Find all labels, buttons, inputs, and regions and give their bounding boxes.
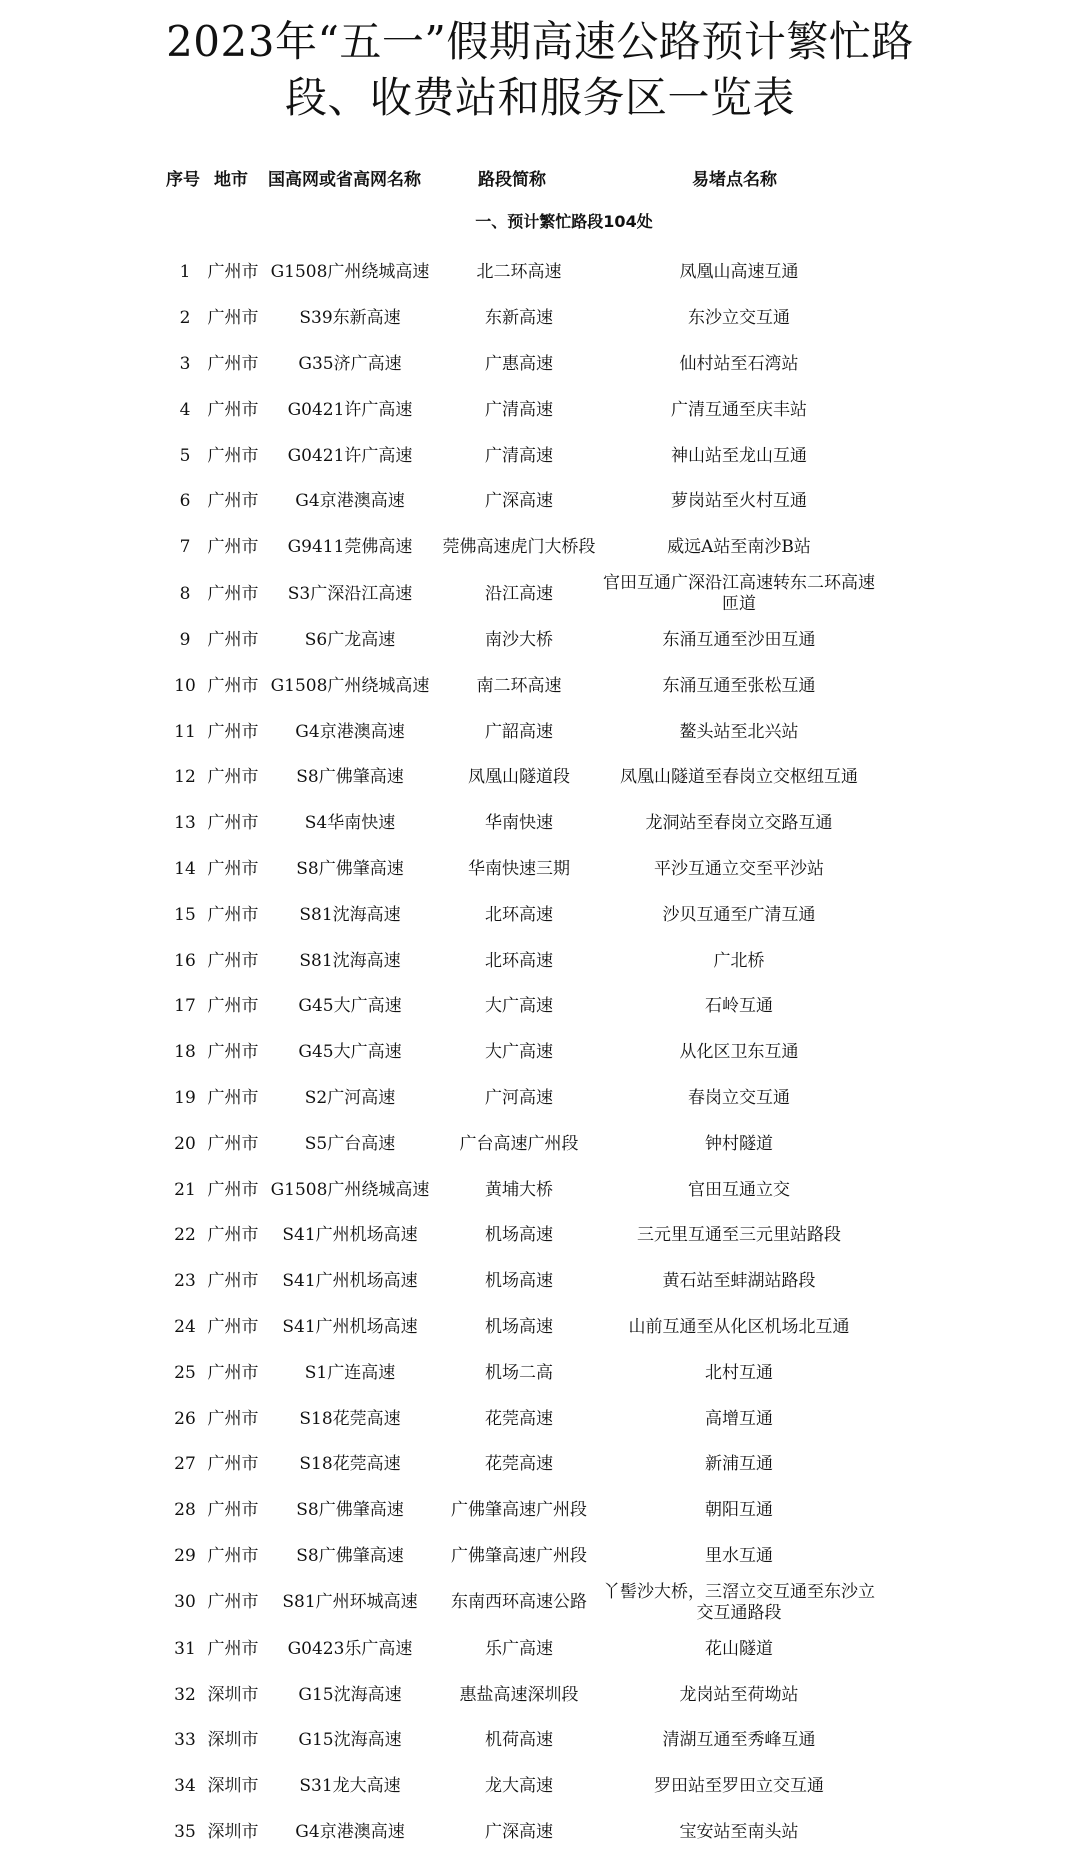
table-row: [0, 1305, 1080, 1351]
row-network: S5广台高速: [264, 1121, 436, 1167]
row-number: 10: [170, 663, 200, 709]
row-city: 广州市: [202, 1121, 264, 1167]
table-row: [0, 250, 1080, 296]
row-city: 深圳市: [202, 1810, 264, 1855]
table-row: [0, 1350, 1080, 1396]
row-city: 广州市: [202, 342, 264, 388]
row-point: 东涌互通至沙田互通: [600, 618, 878, 664]
row-number: 5: [170, 433, 200, 479]
row-number: 12: [170, 755, 200, 801]
table-row: [0, 296, 1080, 342]
document-title: [0, 14, 1080, 126]
row-section: 龙大高速: [436, 1764, 602, 1810]
row-section: 华南快速三期: [436, 847, 602, 893]
row-point: 清湖互通至秀峰互通: [600, 1718, 878, 1764]
column-header-city: 地市: [214, 168, 248, 192]
row-city: 广州市: [202, 1350, 264, 1396]
row-number: 3: [170, 342, 200, 388]
row-point: 官田互通广深沿江高速转东二环高速匝道: [600, 571, 878, 618]
row-network: S6广龙高速: [264, 618, 436, 664]
row-city: 广州市: [202, 801, 264, 847]
row-network: S1广连高速: [264, 1350, 436, 1396]
row-number: 8: [170, 571, 200, 618]
row-section: 机场二高: [436, 1350, 602, 1396]
row-network: S18花莞高速: [264, 1442, 436, 1488]
row-number: 17: [170, 984, 200, 1030]
table-row: [0, 1121, 1080, 1167]
row-number: 7: [170, 525, 200, 571]
row-network: S39东新高速: [264, 296, 436, 342]
row-city: 广州市: [202, 433, 264, 479]
row-section: 乐广高速: [436, 1626, 602, 1672]
row-section: 沿江高速: [436, 571, 602, 618]
row-city: 广州市: [202, 571, 264, 618]
row-point: 山前互通至从化区机场北互通: [600, 1305, 878, 1351]
row-point: 朝阳互通: [600, 1488, 878, 1534]
row-network: S41广州机场高速: [264, 1213, 436, 1259]
row-number: 28: [170, 1488, 200, 1534]
row-city: 广州市: [202, 1213, 264, 1259]
row-point: 广北桥: [600, 938, 878, 984]
row-city: 广州市: [202, 1488, 264, 1534]
row-network: G4京港澳高速: [264, 709, 436, 755]
row-number: 34: [170, 1764, 200, 1810]
row-point: 钟村隧道: [600, 1121, 878, 1167]
row-section: 莞佛高速虎门大桥段: [436, 525, 602, 571]
row-section: 惠盐高速深圳段: [436, 1672, 602, 1718]
row-number: 31: [170, 1626, 200, 1672]
row-city: 广州市: [202, 1076, 264, 1122]
row-network: S41广州机场高速: [264, 1305, 436, 1351]
table-row: [0, 1167, 1080, 1213]
row-section: 广韶高速: [436, 709, 602, 755]
column-header-network: 国高网或省高网名称: [268, 168, 421, 192]
row-network: G0421许广高速: [264, 433, 436, 479]
row-city: 广州市: [202, 1259, 264, 1305]
row-point: 广清互通至庆丰站: [600, 387, 878, 433]
table-row: [0, 1810, 1080, 1855]
row-city: 广州市: [202, 709, 264, 755]
row-point: 新浦互通: [600, 1442, 878, 1488]
row-section: 广惠高速: [436, 342, 602, 388]
table-row: [0, 755, 1080, 801]
table-row: [0, 1764, 1080, 1810]
row-city: 广州市: [202, 525, 264, 571]
row-point: 东涌互通至张松互通: [600, 663, 878, 709]
row-number: 32: [170, 1672, 200, 1718]
table-row: [0, 1030, 1080, 1076]
table-row: [0, 984, 1080, 1030]
row-number: 30: [170, 1579, 200, 1626]
row-section: 大广高速: [436, 984, 602, 1030]
table-row: [0, 342, 1080, 388]
row-section: 广河高速: [436, 1076, 602, 1122]
row-section: 广深高速: [436, 479, 602, 525]
row-network: G45大广高速: [264, 984, 436, 1030]
table-row: [0, 618, 1080, 664]
row-point: 丫髻沙大桥，三滘立交互通至东沙立交互通路段: [600, 1579, 878, 1626]
row-point: 神山站至龙山互通: [600, 433, 878, 479]
row-network: G0421许广高速: [264, 387, 436, 433]
table-row: [0, 479, 1080, 525]
row-network: S18花莞高速: [264, 1396, 436, 1442]
row-section: 花莞高速: [436, 1442, 602, 1488]
row-number: 24: [170, 1305, 200, 1351]
row-section: 机场高速: [436, 1213, 602, 1259]
row-city: 广州市: [202, 984, 264, 1030]
row-number: 9: [170, 618, 200, 664]
table-row: [0, 433, 1080, 479]
row-point: 三元里互通至三元里站路段: [600, 1213, 878, 1259]
row-network: G15沈海高速: [264, 1672, 436, 1718]
row-number: 6: [170, 479, 200, 525]
row-number: 20: [170, 1121, 200, 1167]
document-title-line-1: 2023年“五一”假期高速公路预计繁忙路: [0, 14, 1080, 70]
table-row: [0, 1213, 1080, 1259]
row-network: G45大广高速: [264, 1030, 436, 1076]
section-title: 一、预计繁忙路段104处: [0, 210, 1080, 234]
row-city: 广州市: [202, 938, 264, 984]
row-number: 19: [170, 1076, 200, 1122]
row-point: 龙洞站至春岗立交路互通: [600, 801, 878, 847]
row-city: 广州市: [202, 1579, 264, 1626]
row-network: S3广深沿江高速: [264, 571, 436, 618]
table-row: [0, 1626, 1080, 1672]
row-point: 沙贝互通至广清互通: [600, 892, 878, 938]
row-section: 机场高速: [436, 1305, 602, 1351]
row-point: 凤凰山隧道至春岗立交枢纽互通: [600, 755, 878, 801]
row-point: 龙岗站至荷坳站: [600, 1672, 878, 1718]
row-network: G0423乐广高速: [264, 1626, 436, 1672]
column-header-section: 路段简称: [478, 168, 546, 192]
row-section: 南二环高速: [436, 663, 602, 709]
row-number: 35: [170, 1810, 200, 1855]
row-network: G4京港澳高速: [264, 479, 436, 525]
row-city: 广州市: [202, 1167, 264, 1213]
row-city: 广州市: [202, 847, 264, 893]
table-row: [0, 1534, 1080, 1580]
row-point: 仙村站至石湾站: [600, 342, 878, 388]
row-number: 15: [170, 892, 200, 938]
row-section: 广佛肇高速广州段: [436, 1488, 602, 1534]
row-city: 广州市: [202, 387, 264, 433]
table-row: [0, 1488, 1080, 1534]
row-number: 16: [170, 938, 200, 984]
row-city: 广州市: [202, 1626, 264, 1672]
row-section: 东南西环高速公路: [436, 1579, 602, 1626]
row-point: 里水互通: [600, 1534, 878, 1580]
row-network: S31龙大高速: [264, 1764, 436, 1810]
row-network: G1508广州绕城高速: [264, 663, 436, 709]
row-network: G15沈海高速: [264, 1718, 436, 1764]
row-section: 大广高速: [436, 1030, 602, 1076]
row-network: G1508广州绕城高速: [264, 1167, 436, 1213]
table-row: [0, 525, 1080, 571]
row-section: 广清高速: [436, 433, 602, 479]
row-point: 宝安站至南头站: [600, 1810, 878, 1855]
row-point: 东沙立交互通: [600, 296, 878, 342]
row-section: 广深高速: [436, 1810, 602, 1855]
row-city: 广州市: [202, 250, 264, 296]
row-section: 花莞高速: [436, 1396, 602, 1442]
row-network: S8广佛肇高速: [264, 1534, 436, 1580]
row-number: 26: [170, 1396, 200, 1442]
row-number: 21: [170, 1167, 200, 1213]
row-section: 东新高速: [436, 296, 602, 342]
row-section: 华南快速: [436, 801, 602, 847]
row-city: 广州市: [202, 1396, 264, 1442]
row-city: 广州市: [202, 1534, 264, 1580]
row-section: 北环高速: [436, 892, 602, 938]
table-row: [0, 1442, 1080, 1488]
row-point: 凤凰山高速互通: [600, 250, 878, 296]
table-row: [0, 801, 1080, 847]
row-point: 高增互通: [600, 1396, 878, 1442]
table-row: [0, 1672, 1080, 1718]
row-city: 广州市: [202, 1305, 264, 1351]
column-header-seq: 序号: [166, 168, 200, 192]
row-point: 鳌头站至北兴站: [600, 709, 878, 755]
row-section: 广台高速广州段: [436, 1121, 602, 1167]
row-number: 23: [170, 1259, 200, 1305]
row-network: S2广河高速: [264, 1076, 436, 1122]
row-network: G4京港澳高速: [264, 1810, 436, 1855]
row-number: 33: [170, 1718, 200, 1764]
table-row: [0, 709, 1080, 755]
row-number: 4: [170, 387, 200, 433]
row-number: 11: [170, 709, 200, 755]
row-network: G35济广高速: [264, 342, 436, 388]
table-row: [0, 1396, 1080, 1442]
table-row: [0, 1076, 1080, 1122]
row-number: 25: [170, 1350, 200, 1396]
row-number: 1: [170, 250, 200, 296]
row-point: 北村互通: [600, 1350, 878, 1396]
table-row: [0, 847, 1080, 893]
row-city: 广州市: [202, 663, 264, 709]
table-row: [0, 663, 1080, 709]
document-title-line-2: 段、收费站和服务区一览表: [0, 70, 1080, 126]
row-section: 北二环高速: [436, 250, 602, 296]
row-point: 黄石站至蚌湖站路段: [600, 1259, 878, 1305]
row-network: S81沈海高速: [264, 892, 436, 938]
row-city: 广州市: [202, 892, 264, 938]
row-point: 花山隧道: [600, 1626, 878, 1672]
row-point: 萝岗站至火村互通: [600, 479, 878, 525]
column-header-point: 易堵点名称: [692, 168, 777, 192]
row-number: 29: [170, 1534, 200, 1580]
row-city: 广州市: [202, 1442, 264, 1488]
row-network: S8广佛肇高速: [264, 755, 436, 801]
row-point: 官田互通立交: [600, 1167, 878, 1213]
row-point: 平沙互通立交至平沙站: [600, 847, 878, 893]
row-network: G9411莞佛高速: [264, 525, 436, 571]
row-section: 黄埔大桥: [436, 1167, 602, 1213]
row-city: 广州市: [202, 1030, 264, 1076]
row-number: 13: [170, 801, 200, 847]
table-row: [0, 892, 1080, 938]
row-section: 机荷高速: [436, 1718, 602, 1764]
row-section: 南沙大桥: [436, 618, 602, 664]
row-city: 深圳市: [202, 1764, 264, 1810]
row-point: 罗田站至罗田立交互通: [600, 1764, 878, 1810]
row-city: 广州市: [202, 296, 264, 342]
row-point: 威远A站至南沙B站: [600, 525, 878, 571]
row-section: 机场高速: [436, 1259, 602, 1305]
row-section: 广佛肇高速广州段: [436, 1534, 602, 1580]
table-row: [0, 387, 1080, 433]
row-network: S41广州机场高速: [264, 1259, 436, 1305]
row-number: 18: [170, 1030, 200, 1076]
table-body: [0, 250, 1080, 1855]
row-point: 石岭互通: [600, 984, 878, 1030]
row-number: 27: [170, 1442, 200, 1488]
row-network: S81广州环城高速: [264, 1579, 436, 1626]
row-section: 凤凰山隧道段: [436, 755, 602, 801]
row-section: 广清高速: [436, 387, 602, 433]
row-point: 春岗立交互通: [600, 1076, 878, 1122]
row-number: 2: [170, 296, 200, 342]
row-number: 22: [170, 1213, 200, 1259]
row-network: S4华南快速: [264, 801, 436, 847]
row-city: 深圳市: [202, 1672, 264, 1718]
table-row: [0, 1259, 1080, 1305]
table-row: [0, 1579, 1080, 1626]
table-row: [0, 938, 1080, 984]
row-section: 北环高速: [436, 938, 602, 984]
row-city: 广州市: [202, 479, 264, 525]
row-city: 广州市: [202, 755, 264, 801]
table-row: [0, 571, 1080, 618]
row-city: 广州市: [202, 618, 264, 664]
table-row: [0, 1718, 1080, 1764]
row-network: S81沈海高速: [264, 938, 436, 984]
row-city: 深圳市: [202, 1718, 264, 1764]
row-number: 14: [170, 847, 200, 893]
row-network: S8广佛肇高速: [264, 1488, 436, 1534]
row-network: S8广佛肇高速: [264, 847, 436, 893]
row-point: 从化区卫东互通: [600, 1030, 878, 1076]
row-network: G1508广州绕城高速: [264, 250, 436, 296]
